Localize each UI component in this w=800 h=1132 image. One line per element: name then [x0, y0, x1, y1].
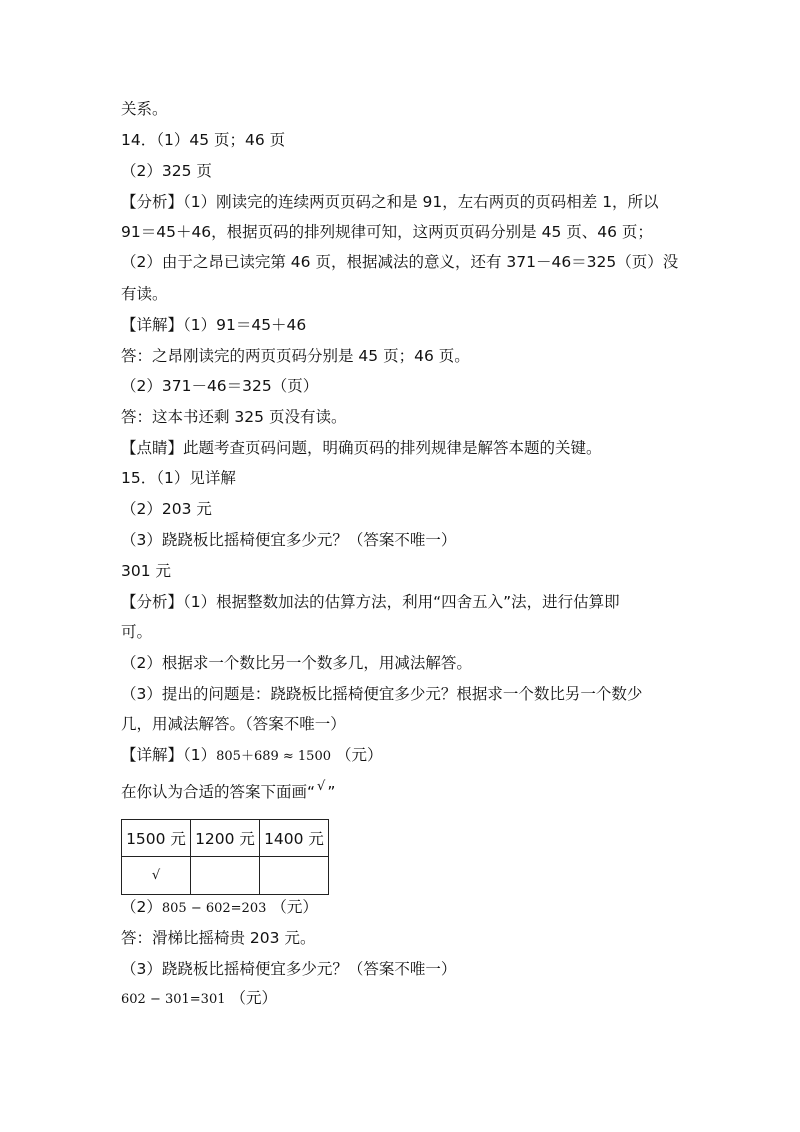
text-line: 91＝45＋46，根据页码的排列规律可知，这两页页码分别是 45 页、46 页；: [121, 223, 653, 241]
detail-prefix: 【详解】（1）: [121, 746, 217, 764]
part3-question: （3）跷跷板比摇椅便宜多少元？（答案不唯一）: [121, 960, 457, 978]
unit-label: （元）: [230, 989, 277, 1007]
instruction-line: [121, 779, 336, 804]
table-row: [122, 820, 329, 857]
unit-label: （元）: [271, 898, 318, 916]
table-header-cell: 1500 元: [122, 820, 191, 857]
answer-choice-table: [121, 819, 329, 895]
text-line: （2）203 元: [121, 500, 212, 518]
text-line: （2）由于之昂已读完第 46 页，根据减法的意义，还有 371－46＝325（页）没: [121, 253, 679, 271]
text-line: 301 元: [121, 562, 172, 580]
text-line: 答：这本书还剩 325 页没有读。: [121, 408, 347, 426]
text-line: （3）提出的问题是：跷跷板比摇椅便宜多少元？根据求一个数比另一个数少: [121, 685, 643, 703]
analysis-heading-15: 【分析】（1）根据整数加法的估算方法，利用“四舍五入”法，进行估算即: [121, 593, 620, 611]
table-header-cell: 1400 元: [260, 820, 329, 857]
question-14-answer: 14．（1）45 页；46 页: [121, 131, 286, 149]
text-line: （2）根据求一个数比另一个数多几，用减法解答。: [121, 654, 472, 672]
table-cell: [260, 857, 329, 895]
table-cell: [191, 857, 260, 895]
detail-heading-15: [121, 745, 382, 767]
instruction-text: 在你认为合适的答案下面画“: [121, 783, 316, 801]
text-line: 有读。: [121, 285, 168, 303]
check-mark-icon: √: [317, 779, 326, 794]
text-line: 几，用减法解答。（答案不唯一）: [121, 715, 346, 733]
part2-prefix: （2）: [121, 898, 162, 916]
text-line: 关系。: [121, 100, 168, 118]
question-15-answer: 15．（1）见详解: [121, 469, 236, 487]
table-header-cell: 1200 元: [191, 820, 260, 857]
table-row: [122, 857, 329, 895]
detail-heading-14: 【详解】（1）91＝45＋46: [121, 316, 307, 334]
text-line: （2）371－46＝325（页）: [121, 377, 319, 395]
text-line: 可。: [121, 623, 153, 641]
part2-line: [121, 897, 318, 919]
answer-2: 答：滑梯比摇椅贵 203 元。: [121, 929, 316, 947]
part2-equation: 805 − 602=203: [161, 901, 267, 916]
unit-label: （元）: [335, 746, 383, 764]
comment-heading-14: 【点睛】此题考查页码问题，明确页码的排列规律是解答本题的关键。: [121, 439, 602, 457]
check-mark-cell: √: [122, 857, 191, 895]
text-line: 答：之昂刚读完的两页页码分别是 45 页；46 页。: [121, 347, 470, 365]
analysis-heading-14: 【分析】（1）刚读完的连续两页页码之和是 91，左右两页的页码相差 1，所以: [121, 193, 659, 211]
text-line: （3）跷跷板比摇椅便宜多少元？（答案不唯一）: [121, 531, 457, 549]
estimate-equation: 805＋689 ≈ 1500: [216, 749, 331, 764]
part3-calc-line: [121, 988, 277, 1010]
instruction-close-quote: ”: [327, 783, 336, 801]
text-line: （2）325 页: [121, 162, 212, 180]
part3-equation: 602 − 301=301: [121, 992, 226, 1007]
